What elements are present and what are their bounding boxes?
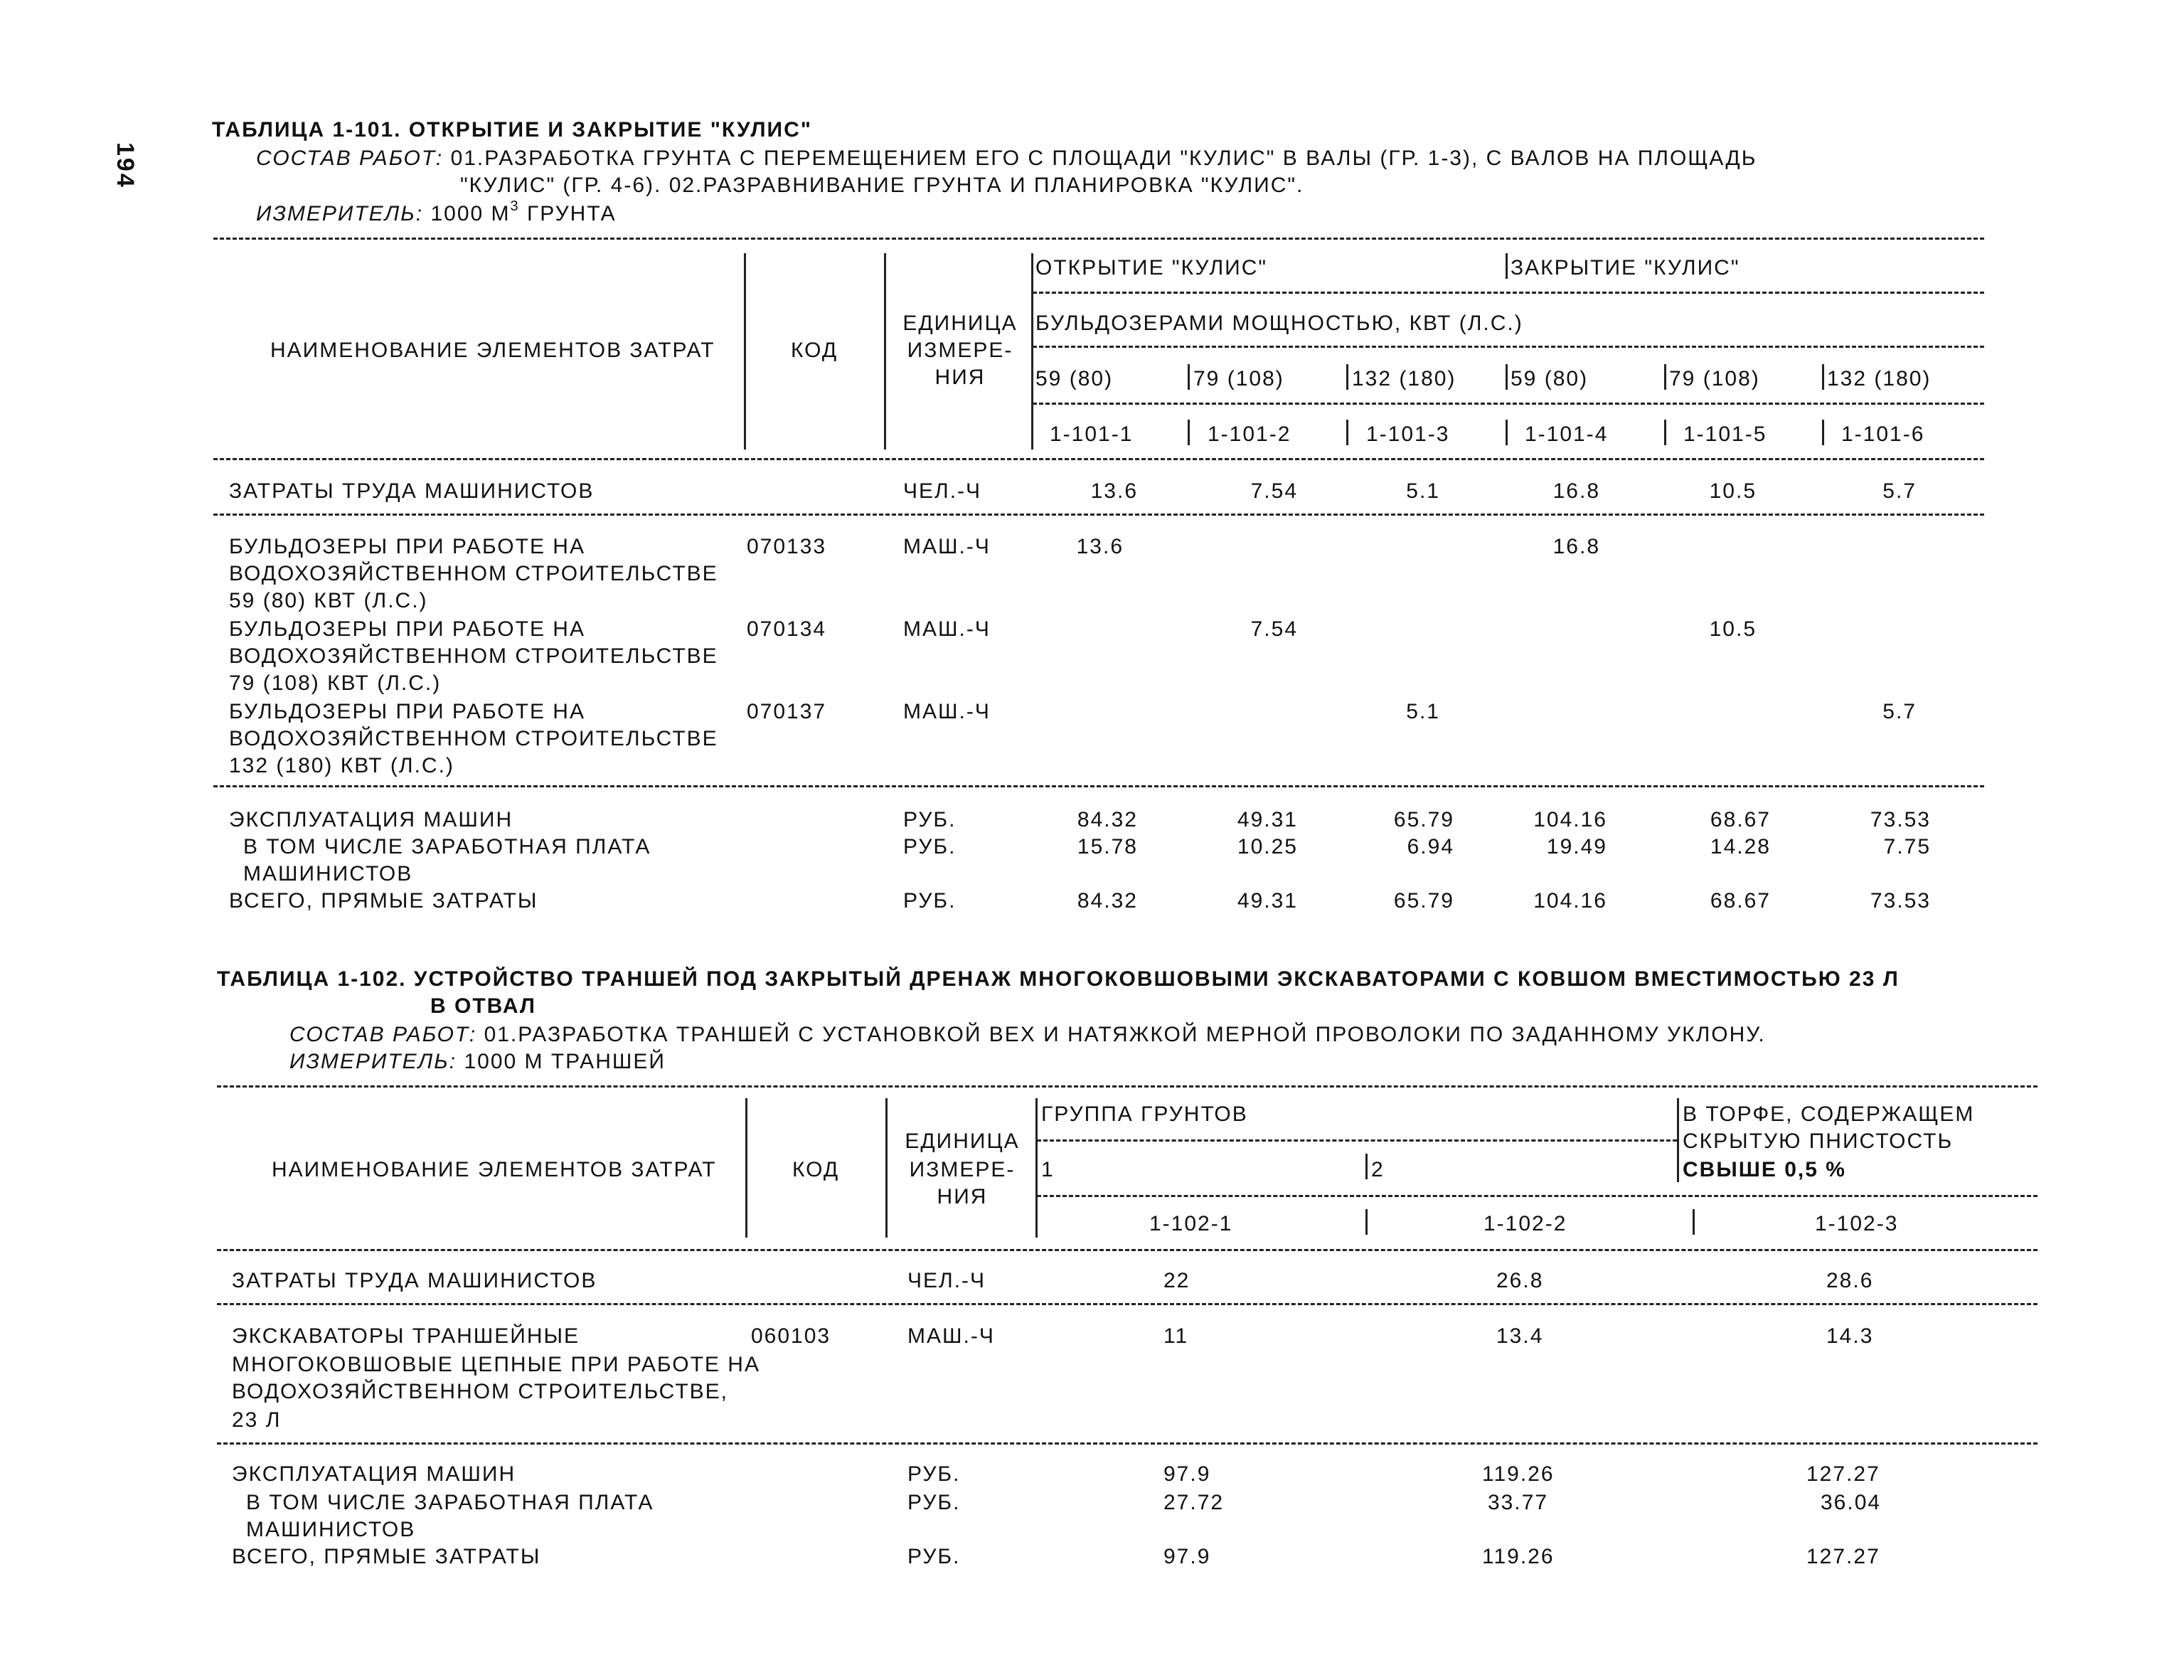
code-2: 1-101-2	[1208, 422, 1291, 446]
row-name: БУЛЬДОЗЕРЫ ПРИ РАБОТЕ НА	[229, 535, 585, 558]
header-code: КОД	[791, 339, 838, 362]
value-cell: 28.6	[1826, 1269, 1874, 1292]
code-4: 1-101-4	[1525, 422, 1609, 446]
value-cell: 65.79	[1393, 889, 1454, 913]
header-unit-1: ЕДИНИЦА	[905, 1129, 1020, 1153]
row-name: 79 (108) КВТ (Л.С.)	[229, 671, 442, 695]
row-name: ВОДОХОЗЯЙСТВЕННОМ СТРОИТЕЛЬСТВЕ,	[232, 1380, 728, 1403]
value-cell: 15.78	[1077, 835, 1138, 858]
rule	[217, 1442, 2037, 1445]
value-cell: 104.16	[1533, 889, 1607, 913]
column-divider	[1506, 364, 1508, 390]
value-cell: 6.94	[1407, 835, 1454, 858]
row-name: МАШИНИСТОВ	[243, 862, 413, 886]
value-cell: 10.25	[1237, 835, 1298, 858]
header-name: НАИМЕНОВАНИЕ ЭЛЕМЕНТОВ ЗАТРАТ	[270, 339, 715, 362]
column-divider	[1365, 1209, 1368, 1235]
column-divider	[1693, 1209, 1695, 1235]
work-line-2: "КУЛИС" (ГР. 4-6). 02.РАЗРАВНИВАНИЕ ГРУНТА И ПЛАНИРОВКА "КУЛИС".	[460, 174, 1304, 197]
row-name: МНОГОКОВШОВЫЕ ЦЕПНЫЕ ПРИ РАБОТЕ НА	[232, 1353, 760, 1376]
value-cell: 73.53	[1870, 808, 1931, 831]
value-cell: 33.77	[1488, 1491, 1549, 1514]
value-cell: 7.54	[1250, 479, 1298, 503]
header-unit-2: ИЗМЕРЕ-	[909, 1158, 1016, 1181]
column-divider	[1506, 420, 1508, 445]
rule	[213, 238, 1984, 240]
value-cell: 5.7	[1882, 479, 1917, 503]
header-peat-3: СВЫШЕ 0,5 %	[1683, 1158, 1846, 1181]
column-divider	[1664, 364, 1666, 390]
row-name: ЭКСПЛУАТАЦИЯ МАШИН	[232, 1462, 516, 1486]
value-cell: 22	[1163, 1269, 1190, 1292]
row-name: БУЛЬДОЗЕРЫ ПРИ РАБОТЕ НА	[229, 700, 585, 723]
column-divider	[1677, 1098, 1679, 1182]
code-5: 1-101-5	[1683, 422, 1767, 446]
row-name: ЭКСПЛУАТАЦИЯ МАШИН	[229, 808, 513, 831]
rule	[217, 1249, 2037, 1251]
work-description	[256, 148, 1757, 169]
measure-tail: ГРУНТА	[527, 202, 617, 225]
value-cell: 13.6	[1090, 479, 1138, 503]
rule	[213, 785, 1984, 787]
code-3: 1-101-3	[1366, 422, 1450, 446]
header-group-1: 1	[1041, 1158, 1055, 1181]
value-cell: 16.8	[1552, 535, 1600, 558]
header-group: ГРУППА ГРУНТОВ	[1041, 1102, 1248, 1126]
column-divider	[885, 1098, 888, 1238]
value-cell: 26.8	[1496, 1269, 1544, 1292]
column-divider	[1188, 364, 1190, 390]
value-cell: 49.31	[1237, 808, 1298, 831]
row-name: ВОДОХОЗЯЙСТВЕННОМ СТРОИТЕЛЬСТВЕ	[229, 562, 718, 585]
row-name: 132 (180) КВТ (Л.С.)	[229, 754, 454, 777]
header-open: ОТКРЫТИЕ "КУЛИС"	[1035, 256, 1268, 280]
row-unit: МАШ.-Ч	[903, 700, 991, 723]
row-unit: РУБ.	[907, 1545, 961, 1568]
value-cell: 84.32	[1077, 808, 1138, 831]
column-divider	[1822, 420, 1824, 445]
header-peat-1: В ТОРФЕ, СОДЕРЖАЩЕМ	[1683, 1102, 1975, 1126]
row-name: 59 (80) КВТ (Л.С.)	[229, 589, 428, 612]
column-divider	[1035, 1098, 1038, 1238]
value-cell: 119.26	[1482, 1462, 1555, 1486]
row-name: В ТОМ ЧИСЛЕ ЗАРАБОТНАЯ ПЛАТА	[243, 835, 651, 858]
column-divider	[1346, 420, 1348, 445]
power-4: 59 (80)	[1511, 367, 1589, 390]
measure-label: ИЗМЕРИТЕЛЬ:	[289, 1050, 457, 1073]
power-5: 79 (108)	[1669, 367, 1760, 390]
column-divider	[1365, 1154, 1368, 1179]
value-cell: 16.8	[1552, 479, 1600, 503]
value-cell: 68.67	[1710, 808, 1771, 831]
rule	[1033, 403, 1984, 405]
row-unit: МАШ.-Ч	[907, 1324, 995, 1348]
row-unit: ЧЕЛ.-Ч	[907, 1269, 986, 1292]
code-1: 1-102-1	[1149, 1212, 1233, 1235]
column-divider	[1506, 253, 1508, 279]
work-label: СОСТАВ РАБОТ:	[256, 147, 444, 170]
table-title-line-2: В ОТВАЛ	[430, 994, 536, 1018]
code-3: 1-102-3	[1815, 1212, 1899, 1235]
column-divider	[884, 253, 886, 450]
row-unit: РУБ.	[903, 835, 957, 858]
value-cell: 73.53	[1870, 889, 1931, 913]
value-cell: 14.3	[1826, 1324, 1874, 1348]
header-unit-3: НИЯ	[934, 366, 986, 389]
row-name: ВОДОХОЗЯЙСТВЕННОМ СТРОИТЕЛЬСТВЕ	[229, 727, 718, 750]
column-divider	[1822, 364, 1824, 390]
value-cell: 5.7	[1882, 700, 1917, 723]
measure-unit	[256, 198, 617, 225]
value-cell: 104.16	[1533, 808, 1607, 831]
header-peat-2: СКРЫТУЮ ПНИСТОСТЬ	[1683, 1129, 1954, 1153]
rule	[1037, 1195, 2037, 1197]
row-unit: РУБ.	[903, 808, 957, 831]
row-name: ВСЕГО, ПРЯМЫЕ ЗАТРАТЫ	[229, 889, 538, 913]
row-code: 070133	[747, 535, 827, 558]
value-cell: 97.9	[1163, 1545, 1211, 1568]
value-cell: 49.31	[1237, 889, 1298, 913]
row-name: ЗАТРАТЫ ТРУДА МАШИНИСТОВ	[232, 1269, 597, 1292]
page-number: 194	[112, 142, 139, 189]
measure-value: 1000 М ТРАНШЕЙ	[464, 1050, 666, 1073]
measure-value: 1000 М	[430, 202, 511, 225]
measure-unit	[289, 1051, 666, 1073]
rule	[213, 458, 1984, 460]
table-title: ТАБЛИЦА 1-101. ОТКРЫТИЕ И ЗАКРЫТИЕ "КУЛИС"	[212, 118, 813, 142]
column-divider	[745, 1098, 747, 1238]
row-code: 070137	[747, 700, 827, 723]
row-unit: РУБ.	[907, 1491, 961, 1514]
row-name: ВСЕГО, ПРЯМЫЕ ЗАТРАТЫ	[232, 1545, 541, 1568]
value-cell: 5.1	[1406, 479, 1440, 503]
value-cell: 119.26	[1482, 1545, 1555, 1568]
power-3: 132 (180)	[1352, 367, 1456, 390]
row-name: МАШИНИСТОВ	[246, 1518, 416, 1541]
value-cell: 13.4	[1496, 1324, 1544, 1348]
row-name: БУЛЬДОЗЕРЫ ПРИ РАБОТЕ НА	[229, 617, 585, 641]
value-cell: 7.75	[1883, 835, 1931, 858]
rule	[213, 514, 1984, 516]
column-divider	[1188, 420, 1190, 445]
value-cell: 127.27	[1806, 1545, 1880, 1568]
value-cell: 27.72	[1163, 1491, 1225, 1514]
value-cell: 36.04	[1821, 1491, 1882, 1514]
column-divider	[1664, 420, 1666, 445]
row-name: В ТОМ ЧИСЛЕ ЗАРАБОТНАЯ ПЛАТА	[246, 1491, 654, 1514]
header-close: ЗАКРЫТИЕ "КУЛИС"	[1511, 256, 1740, 280]
code-6: 1-101-6	[1841, 422, 1925, 446]
measure-label: ИЗМЕРИТЕЛЬ:	[256, 202, 424, 225]
power-1: 59 (80)	[1035, 367, 1114, 390]
row-name: ЗАТРАТЫ ТРУДА МАШИНИСТОВ	[229, 479, 595, 503]
row-unit: ЧЕЛ.-Ч	[903, 479, 982, 503]
value-cell: 7.54	[1250, 617, 1298, 641]
table-title-line-1: ТАБЛИЦА 1-102. УСТРОЙСТВО ТРАНШЕЙ ПОД ЗАКРЫТЫЙ ДРЕНАЖ МНОГОКОВШОВЫМИ ЭКСКАВАТОРАМИ С КОВШОМ ВМЕСТИМОСТЬЮ 23 Л	[217, 967, 1900, 991]
row-unit: РУБ.	[907, 1462, 961, 1486]
value-cell: 84.32	[1077, 889, 1138, 913]
work-description	[289, 1024, 1766, 1046]
value-cell: 19.49	[1546, 835, 1607, 858]
row-unit: МАШ.-Ч	[903, 535, 991, 558]
value-cell: 127.27	[1806, 1462, 1880, 1486]
value-cell: 13.6	[1076, 535, 1124, 558]
code-1: 1-101-1	[1050, 422, 1134, 446]
row-name: ЭКСКАВАТОРЫ ТРАНШЕЙНЫЕ	[232, 1324, 580, 1348]
code-2: 1-102-2	[1483, 1212, 1567, 1235]
rule	[1037, 1139, 1677, 1142]
header-unit-1: ЕДИНИЦА	[902, 312, 1018, 335]
header-group-2: 2	[1371, 1158, 1385, 1181]
value-cell: 5.1	[1406, 700, 1440, 723]
column-divider	[1031, 253, 1033, 450]
value-cell: 10.5	[1709, 617, 1757, 641]
value-cell: 14.28	[1710, 835, 1771, 858]
value-cell: 68.67	[1710, 889, 1771, 913]
row-unit: РУБ.	[903, 889, 957, 913]
header-unit-2: ИЗМЕРЕ-	[907, 339, 1013, 362]
measure-sup: 3	[510, 198, 520, 214]
row-code: 070134	[747, 617, 827, 641]
value-cell: 10.5	[1709, 479, 1757, 503]
work-label: СОСТАВ РАБОТ:	[289, 1023, 477, 1046]
row-name: 23 Л	[232, 1408, 282, 1432]
header-name: НАИМЕНОВАНИЕ ЭЛЕМЕНТОВ ЗАТРАТ	[272, 1158, 717, 1181]
rule	[1033, 346, 1984, 348]
column-divider	[744, 253, 746, 450]
header-unit-3: НИЯ	[937, 1185, 988, 1208]
value-cell: 11	[1163, 1324, 1189, 1348]
power-2: 79 (108)	[1193, 367, 1284, 390]
header-bulldozers: БУЛЬДОЗЕРАМИ МОЩНОСТЬЮ, КВТ (Л.С.)	[1035, 312, 1523, 335]
row-unit: МАШ.-Ч	[903, 617, 991, 641]
power-6: 132 (180)	[1827, 367, 1932, 390]
header-code: КОД	[792, 1158, 840, 1181]
row-name: ВОДОХОЗЯЙСТВЕННОМ СТРОИТЕЛЬСТВЕ	[229, 644, 718, 668]
column-divider	[1346, 364, 1348, 390]
rule	[217, 1085, 2037, 1088]
rule	[217, 1303, 2037, 1305]
value-cell: 65.79	[1393, 808, 1454, 831]
value-cell: 97.9	[1163, 1462, 1211, 1486]
rule	[1033, 292, 1984, 294]
row-code: 060103	[751, 1324, 831, 1348]
work-line-1: 01.РАЗРАБОТКА ГРУНТА С ПЕРЕМЕЩЕНИЕМ ЕГО С ПЛОЩАДИ "КУЛИС" В ВАЛЫ (ГР. 1-3), С ВАЛОВ НА ПЛОЩАДЬ	[450, 147, 1757, 170]
work-line-1: 01.РАЗРАБОТКА ТРАНШЕЙ С УСТАНОВКОЙ ВЕХ И НАТЯЖКОЙ МЕРНОЙ ПРОВОЛОКИ ПО ЗАДАННОМУ УКЛОНУ.	[484, 1023, 1766, 1046]
